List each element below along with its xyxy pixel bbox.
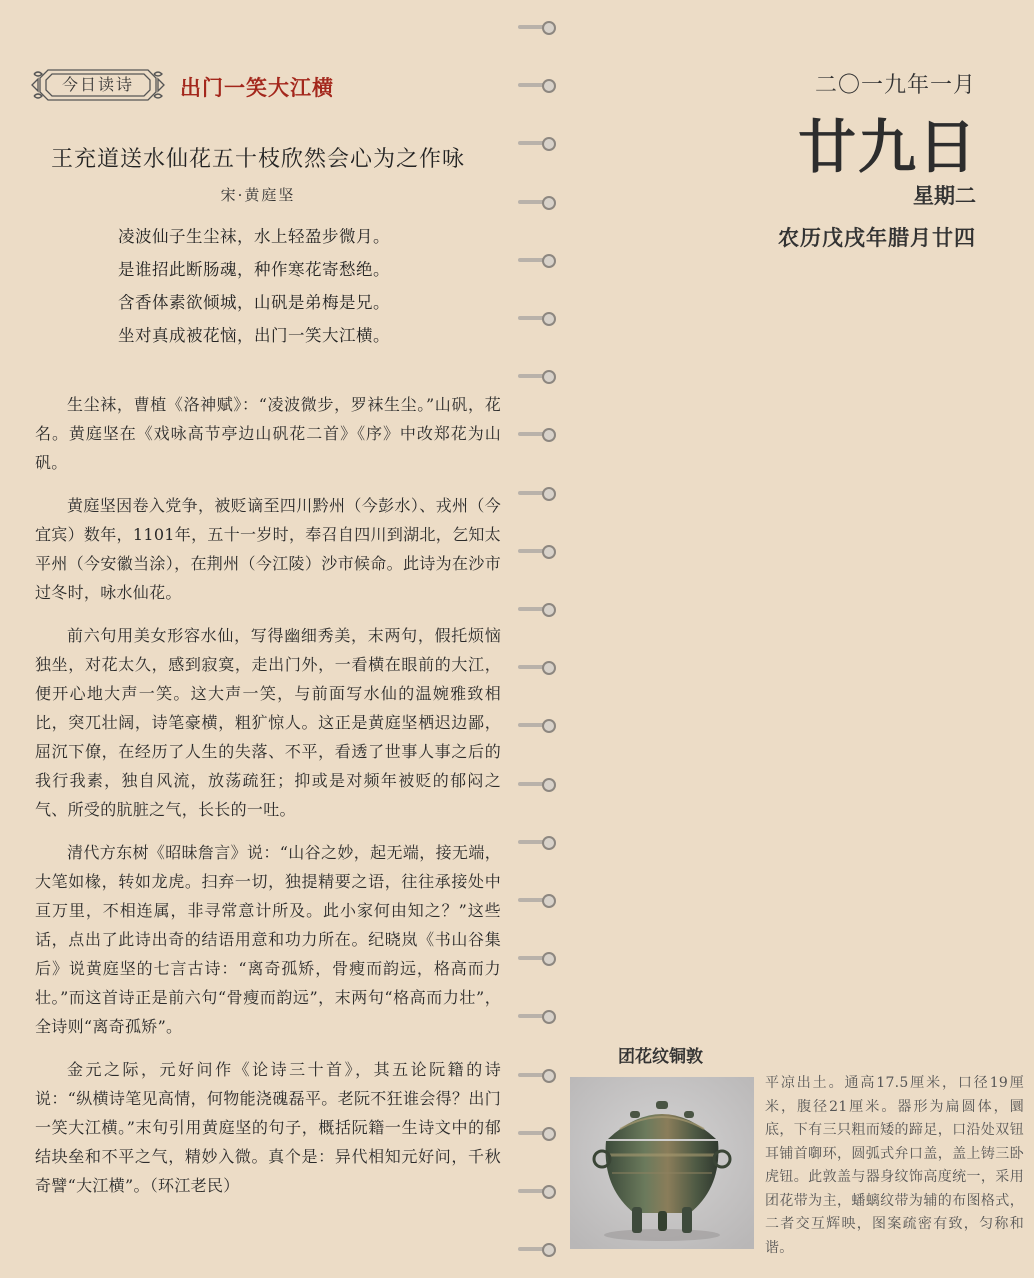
commentary-paragraph: 金元之际，元好问作《论诗三十首》，其五论阮籍的诗说：“纵横诗笔见高情，何物能浇磈磊平。老阮不狂谁会得？出门一笑大江横。”末句引用黄庭坚的句子，概括阮籍一生诗文中的郁结块垒和不平之气，精妙入微。真个是：异代相知元好问，千秋奇譬“大江横”。（环江老民） xyxy=(35,1060,501,1195)
poem-line: 是谁招此断肠魂，种作寒花寄愁绝。 xyxy=(118,260,390,279)
commentary-paragraph: 生尘袜，曹植《洛神赋》：“凌波微步，罗袜生尘。”山矾，花名。黄庭坚在《戏咏高节亭边山矾花二首》《序》中改郑花为山矾。 xyxy=(35,395,501,472)
featured-line: 出门一笑大江横 xyxy=(180,75,334,100)
poem-body xyxy=(118,220,390,352)
poem-line: 含香体素欲倾城，山矾是弟梅是兄。 xyxy=(118,293,390,312)
poem-line: 坐对真成被花恼，出门一笑大江横。 xyxy=(118,326,390,345)
weekday: 星期二 xyxy=(913,183,976,208)
artifact-photo xyxy=(570,1077,754,1249)
poem-line: 凌波仙子生尘袜，水上轻盈步微月。 xyxy=(118,227,390,246)
commentary-paragraph: 黄庭坚因卷入党争，被贬谪至四川黔州（今彭水）、戎州（今宜宾）数年，1101年，五十一岁时，奉召自四川到湖北，乞知太平州（今安徽当涂），在荆州（今江陵）沙市候命。此诗为在沙市过冬时，咏水仙花。 xyxy=(35,496,501,602)
year-month: 二〇一九年一月 xyxy=(814,73,976,98)
today-poem-badge xyxy=(30,66,166,104)
bronze-vessel-icon xyxy=(570,1077,754,1249)
commentary-paragraph: 清代方东树《昭昧詹言》说：“山谷之妙，起无端，接无端，大笔如椽，转如龙虎。扫弃一切，独提精要之语，往往承接处中亘万里，不相连属，非寻常意计所及。此小家何由知之？”这些话，点出了此诗出奇的结语用意和功力所在。纪晓岚《书山谷集后》说黄庭坚的七言古诗：“离奇孤矫，骨瘦而韵远，格高而力壮。”而这首诗正是前六句“骨瘦而韵远”，末两句“格高而力壮”，全诗则“离奇孤矫”。 xyxy=(35,843,501,1036)
poem-author: 宋·黄庭坚 xyxy=(220,186,296,204)
artifact-title: 团花纹铜敦 xyxy=(618,1047,703,1067)
artifact-description: 平凉出土。通高17.5厘米，口径19厘米，腹径21厘米。器形为扁圆体，圜底，下有三只粗而矮的蹄足，口沿处双钮耳铺首啣环，圆弧式弁口盖，盖上铸三卧虎钮。此敦盖与器身纹饰高度统一，采用团花带为主，蟠螭纹带为辅的布图格式，二者交互辉映，图案疏密有致，匀称和谐。 xyxy=(765,1075,1024,1256)
commentary xyxy=(35,390,501,1214)
badge-label: 今日读诗 xyxy=(61,75,134,94)
poem-title: 王充道送水仙花五十枝欣然会心为之作咏 xyxy=(50,147,465,172)
day-number: 廿九日 xyxy=(797,113,978,181)
commentary-paragraph: 前六句用美女形容水仙，写得幽细秀美，末两句，假托烦恼独坐，对花太久，感到寂寞，走出门外，一看横在眼前的大江，便开心地大声一笑。这大声一笑，与前面写水仙的温婉雅致相比，突兀壮阔，诗笔豪横，粗犷惊人。这正是黄庭坚栖迟边鄙，屈沉下僚，在经历了人生的失落、不平，看透了世事人事之后的我行我素，独自风流，放荡疏狂；抑或是对频年被贬的郁闷之气、所受的肮脏之气，长长的一吐。 xyxy=(35,626,501,819)
lunar-date: 农历戊戌年腊月廿四 xyxy=(778,225,976,250)
